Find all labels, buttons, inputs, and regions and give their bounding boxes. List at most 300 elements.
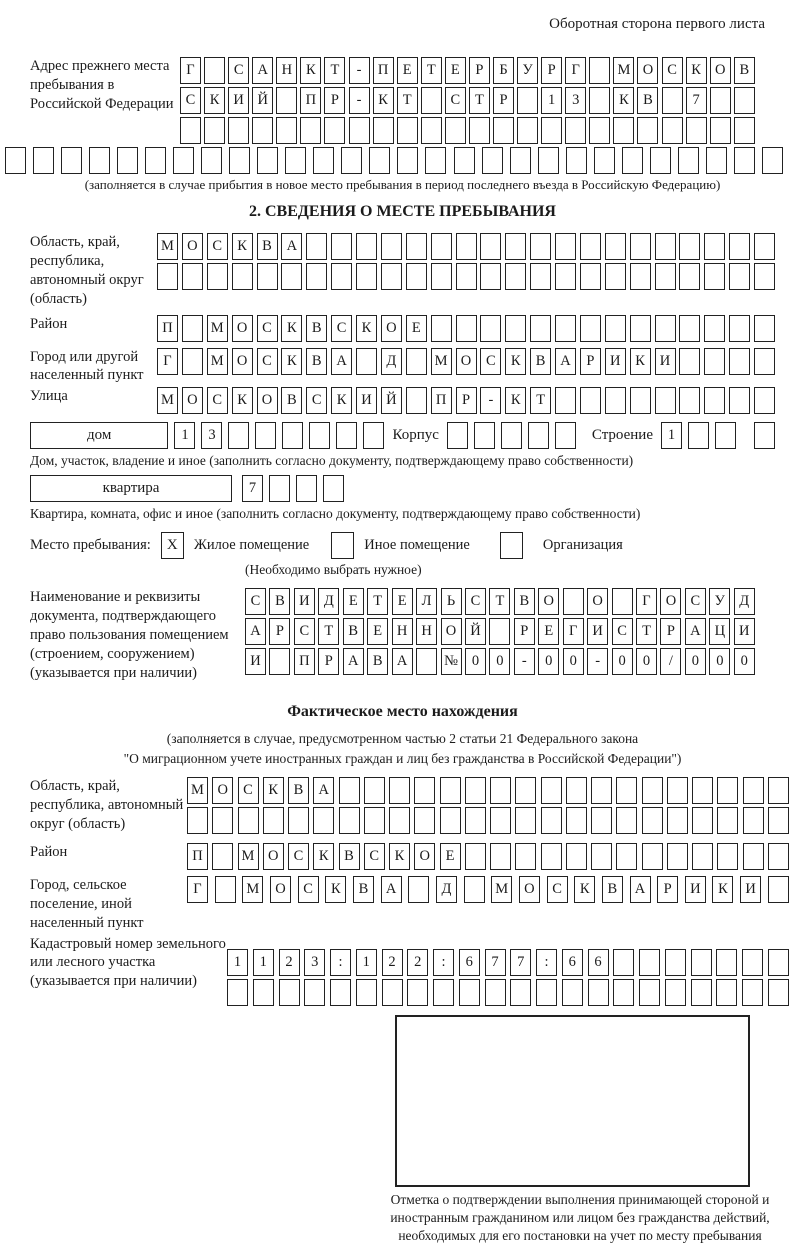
char-cell: Т (421, 57, 442, 84)
char-cell: Г (565, 57, 586, 84)
char-cell (594, 147, 615, 174)
char-cell (406, 387, 427, 414)
char-cell (729, 233, 750, 260)
prev-address-row-1 (180, 57, 755, 84)
char-cell: С (662, 57, 683, 84)
char-cell (679, 387, 700, 414)
char-cell (276, 87, 297, 114)
char-cell (515, 777, 536, 804)
char-cell (204, 117, 225, 144)
char-cell (639, 979, 660, 1006)
char-cell (515, 807, 536, 834)
char-cell (589, 57, 610, 84)
char-cell (555, 315, 576, 342)
char-cell (490, 777, 511, 804)
char-cell (296, 475, 317, 502)
char-cell: 1 (541, 87, 562, 114)
char-cell (667, 843, 688, 870)
apartment-note: Квартира, комната, офис и иное (заполнить согласно документу, подтверждающему право собственности) (30, 506, 641, 522)
char-cell: 3 (565, 87, 586, 114)
region-row-2 (157, 263, 775, 290)
cadastral-row-1 (227, 949, 789, 976)
char-cell (480, 233, 501, 260)
char-cell: А (392, 648, 413, 675)
char-cell: С (685, 588, 706, 615)
char-cell (465, 777, 486, 804)
city-block (30, 348, 775, 386)
city-row (157, 348, 775, 375)
char-cell: О (587, 588, 608, 615)
char-cell (490, 807, 511, 834)
actual-city-block (30, 876, 775, 933)
char-cell (356, 348, 377, 375)
char-cell: Й (252, 87, 273, 114)
char-cell: С (257, 315, 278, 342)
char-cell (555, 263, 576, 290)
char-cell: С (245, 588, 266, 615)
char-cell (729, 387, 750, 414)
char-cell (482, 147, 503, 174)
char-cell: И (655, 348, 676, 375)
char-cell: 0 (636, 648, 657, 675)
char-cell: 1 (227, 949, 248, 976)
char-cell: Е (406, 315, 427, 342)
char-cell (414, 777, 435, 804)
char-cell (313, 147, 334, 174)
char-cell (650, 147, 671, 174)
char-cell: 0 (709, 648, 730, 675)
char-cell: А (555, 348, 576, 375)
char-cell: 0 (685, 648, 706, 675)
char-cell (692, 807, 713, 834)
char-cell: Т (489, 588, 510, 615)
char-cell (336, 422, 357, 449)
stroenie-cells (661, 422, 775, 449)
char-cell (662, 117, 683, 144)
char-cell: К (232, 233, 253, 260)
char-cell (655, 315, 676, 342)
char-cell (754, 263, 775, 290)
char-cell (642, 843, 663, 870)
char-cell (389, 807, 410, 834)
stroenie-label: Строение (591, 427, 653, 444)
char-cell (356, 979, 377, 1006)
char-cell (282, 422, 303, 449)
char-cell: Е (343, 588, 364, 615)
char-cell (363, 422, 384, 449)
char-cell: О (270, 876, 291, 903)
char-cell: Р (456, 387, 477, 414)
actual-region-row-1 (187, 777, 789, 804)
char-cell (580, 263, 601, 290)
char-cell: П (431, 387, 452, 414)
char-cell: П (294, 648, 315, 675)
char-cell: М (613, 57, 634, 84)
region-row-1 (157, 233, 775, 260)
char-cell: К (331, 387, 352, 414)
char-cell: А (685, 618, 706, 645)
char-cell: Й (381, 387, 402, 414)
char-cell (5, 147, 26, 174)
char-cell (710, 117, 731, 144)
char-cell: К (373, 87, 394, 114)
char-cell (768, 949, 789, 976)
char-cell: К (204, 87, 225, 114)
char-cell (762, 147, 783, 174)
char-cell: И (605, 348, 626, 375)
char-cell: И (587, 618, 608, 645)
char-cell (541, 843, 562, 870)
char-cell: 0 (465, 648, 486, 675)
char-cell: С (294, 618, 315, 645)
char-cell: О (182, 233, 203, 260)
page-side-note: Оборотная сторона первого листа (549, 16, 765, 32)
char-cell (117, 147, 138, 174)
char-cell (528, 422, 549, 449)
char-cell: О (381, 315, 402, 342)
char-cell: Е (397, 57, 418, 84)
char-cell: К (505, 348, 526, 375)
char-cell: 2 (407, 949, 428, 976)
cadastral-label: Кадастровый номер земельного или лесного участка (указывается при наличии) (30, 935, 226, 990)
char-cell: Д (318, 588, 339, 615)
actual-district-block (30, 843, 775, 873)
char-cell (406, 233, 427, 260)
char-cell: М (242, 876, 263, 903)
char-cell: 1 (253, 949, 274, 976)
char-cell (692, 777, 713, 804)
char-cell: О (232, 348, 253, 375)
char-cell (678, 147, 699, 174)
actual-city-row (187, 876, 789, 903)
char-cell (229, 147, 250, 174)
char-cell: К (281, 348, 302, 375)
char-cell: Р (318, 648, 339, 675)
char-cell: О (660, 588, 681, 615)
char-cell: Р (541, 57, 562, 84)
char-cell (447, 422, 468, 449)
char-cell (485, 979, 506, 1006)
char-cell (538, 147, 559, 174)
char-cell (309, 422, 330, 449)
char-cell (89, 147, 110, 174)
char-cell: Н (276, 57, 297, 84)
char-cell (464, 876, 485, 903)
char-cell: Т (469, 87, 490, 114)
char-cell (565, 117, 586, 144)
char-cell (431, 263, 452, 290)
char-cell: Т (318, 618, 339, 645)
char-cell (459, 979, 480, 1006)
char-cell: Й (465, 618, 486, 645)
char-cell (566, 843, 587, 870)
char-cell (710, 87, 731, 114)
char-cell: К (574, 876, 595, 903)
char-cell (743, 777, 764, 804)
char-cell (425, 147, 446, 174)
street-row (157, 387, 775, 414)
char-cell (381, 233, 402, 260)
confirmation-stamp-caption: Отметка о подтверждении выполнения принимающей стороной и иностранным гражданином или лицом без гражданства действий, необходимых для его постановки на учет по месту пребывания (390, 1191, 770, 1243)
char-cell (215, 876, 236, 903)
char-cell (389, 777, 410, 804)
char-cell: М (238, 843, 259, 870)
char-cell (662, 87, 683, 114)
char-cell (228, 117, 249, 144)
char-cell: 1 (174, 422, 195, 449)
char-cell (182, 348, 203, 375)
char-cell (612, 588, 633, 615)
char-cell: Р (493, 87, 514, 114)
char-cell (541, 807, 562, 834)
district-label: Район (30, 315, 68, 332)
char-cell: Р (269, 618, 290, 645)
char-cell (639, 949, 660, 976)
char-cell: И (245, 648, 266, 675)
prev-address-label: Адрес прежнего места пребывания в Российской Федерации (30, 58, 174, 112)
char-cell (517, 87, 538, 114)
char-cell: О (519, 876, 540, 903)
char-cell (686, 117, 707, 144)
char-cell: Р (469, 57, 490, 84)
char-cell (279, 979, 300, 1006)
char-cell (591, 843, 612, 870)
char-cell (469, 117, 490, 144)
char-cell: С (207, 233, 228, 260)
char-cell: М (157, 387, 178, 414)
char-cell: : (330, 949, 351, 976)
char-cell (562, 979, 583, 1006)
char-cell (717, 843, 738, 870)
char-cell (440, 777, 461, 804)
char-cell: 3 (201, 422, 222, 449)
char-cell (704, 315, 725, 342)
char-cell (288, 807, 309, 834)
char-cell: П (157, 315, 178, 342)
char-cell: С (288, 843, 309, 870)
char-cell: 6 (459, 949, 480, 976)
char-cell: 0 (612, 648, 633, 675)
char-cell (341, 147, 362, 174)
char-cell: О (414, 843, 435, 870)
char-cell: А (343, 648, 364, 675)
char-cell (33, 147, 54, 174)
char-cell (182, 263, 203, 290)
actual-region-block (30, 777, 775, 837)
street-label: Улица (30, 388, 68, 405)
char-cell (421, 87, 442, 114)
document-block (30, 588, 775, 682)
cadastral-block (30, 935, 775, 1009)
char-cell: К (300, 57, 321, 84)
actual-location-title: Фактическое место нахождения (287, 702, 518, 720)
char-cell: С (238, 777, 259, 804)
char-cell (263, 807, 284, 834)
char-cell (489, 618, 510, 645)
char-cell (257, 147, 278, 174)
char-cell (642, 777, 663, 804)
char-cell (431, 233, 452, 260)
char-cell (356, 233, 377, 260)
char-cell (330, 979, 351, 1006)
char-cell (541, 117, 562, 144)
prev-address-block (30, 57, 775, 147)
char-cell (227, 979, 248, 1006)
char-cell (588, 979, 609, 1006)
char-cell (324, 117, 345, 144)
char-cell: В (281, 387, 302, 414)
section2-title: 2. СВЕДЕНИЯ О МЕСТЕ ПРЕБЫВАНИЯ (249, 203, 556, 221)
char-cell (281, 263, 302, 290)
char-cell: Е (440, 843, 461, 870)
char-cell: С (364, 843, 385, 870)
char-cell (754, 233, 775, 260)
char-cell: С (228, 57, 249, 84)
char-cell (616, 777, 637, 804)
char-cell (605, 263, 626, 290)
char-cell (201, 147, 222, 174)
char-cell (637, 117, 658, 144)
char-cell (580, 233, 601, 260)
char-cell: О (182, 387, 203, 414)
char-cell: П (373, 57, 394, 84)
char-cell (207, 263, 228, 290)
char-cell: И (228, 87, 249, 114)
char-cell: 3 (304, 949, 325, 976)
char-cell (490, 843, 511, 870)
char-cell (313, 807, 334, 834)
stay-type-row (30, 532, 775, 559)
char-cell: 0 (489, 648, 510, 675)
char-cell (630, 233, 651, 260)
char-cell: В (306, 315, 327, 342)
char-cell (754, 422, 775, 449)
char-cell (768, 876, 789, 903)
char-cell (589, 117, 610, 144)
char-cell: К (686, 57, 707, 84)
char-cell (382, 979, 403, 1006)
char-cell: В (343, 618, 364, 645)
char-cell: 1 (356, 949, 377, 976)
char-cell: И (685, 876, 706, 903)
actual-district-label: Район (30, 844, 68, 861)
char-cell (729, 348, 750, 375)
char-cell (716, 949, 737, 976)
char-cell (356, 263, 377, 290)
char-cell: М (207, 315, 228, 342)
char-cell: Р (657, 876, 678, 903)
char-cell (456, 315, 477, 342)
char-cell (716, 979, 737, 1006)
char-cell (510, 979, 531, 1006)
char-cell (505, 263, 526, 290)
confirmation-stamp-box (395, 1015, 750, 1187)
char-cell (300, 117, 321, 144)
char-cell: О (441, 618, 462, 645)
char-cell (622, 147, 643, 174)
char-cell: К (505, 387, 526, 414)
char-cell: М (157, 233, 178, 260)
document-row-3 (245, 648, 755, 675)
char-cell (454, 147, 475, 174)
char-cell: В (367, 648, 388, 675)
prev-address-row-3 (180, 117, 755, 144)
char-cell (655, 263, 676, 290)
char-cell (157, 263, 178, 290)
char-cell (605, 387, 626, 414)
street-block (30, 387, 775, 417)
char-cell: Е (367, 618, 388, 645)
apartment-box-label: квартира (30, 475, 232, 502)
char-cell (679, 315, 700, 342)
char-cell: И (734, 618, 755, 645)
char-cell: 1 (661, 422, 682, 449)
char-cell (228, 422, 249, 449)
char-cell: А (245, 618, 266, 645)
char-cell: К (313, 843, 334, 870)
char-cell: И (740, 876, 761, 903)
char-cell: М (187, 777, 208, 804)
char-cell: : (536, 949, 557, 976)
char-cell: Н (392, 618, 413, 645)
stay-type-checkbox-org (500, 532, 523, 559)
char-cell: О (710, 57, 731, 84)
char-cell: С (445, 87, 466, 114)
char-cell: И (294, 588, 315, 615)
korpus-cells (447, 422, 576, 449)
char-cell (480, 263, 501, 290)
char-cell (339, 807, 360, 834)
char-cell (630, 387, 651, 414)
char-cell (613, 979, 634, 1006)
char-cell (505, 315, 526, 342)
char-cell (364, 777, 385, 804)
char-cell (580, 387, 601, 414)
char-cell (204, 57, 225, 84)
char-cell (145, 147, 166, 174)
char-cell (742, 949, 763, 976)
char-cell: О (637, 57, 658, 84)
char-cell (743, 843, 764, 870)
char-cell (768, 979, 789, 1006)
char-cell: К (712, 876, 733, 903)
actual-region-row-2 (187, 807, 789, 834)
char-cell (563, 588, 584, 615)
char-cell: А (313, 777, 334, 804)
char-cell: Т (636, 618, 657, 645)
char-cell (665, 979, 686, 1006)
char-cell (665, 949, 686, 976)
char-cell: М (431, 348, 452, 375)
city-label: Город или другой населенный пункт (30, 348, 144, 384)
stay-type-checkbox-zhiloe: X (161, 532, 184, 559)
char-cell: П (300, 87, 321, 114)
char-cell: К (630, 348, 651, 375)
char-cell (505, 233, 526, 260)
char-cell: Б (493, 57, 514, 84)
char-cell (768, 777, 789, 804)
char-cell (397, 117, 418, 144)
char-cell (530, 233, 551, 260)
char-cell (323, 475, 344, 502)
house-box-label: дом (30, 422, 168, 449)
char-cell (180, 117, 201, 144)
char-cell (630, 263, 651, 290)
char-cell: К (281, 315, 302, 342)
char-cell: - (587, 648, 608, 675)
char-cell (517, 117, 538, 144)
prev-address-note: (заполняется в случае прибытия в новое место пребывания в период последнего въезда в Российскую Федерацию) (84, 177, 721, 192)
